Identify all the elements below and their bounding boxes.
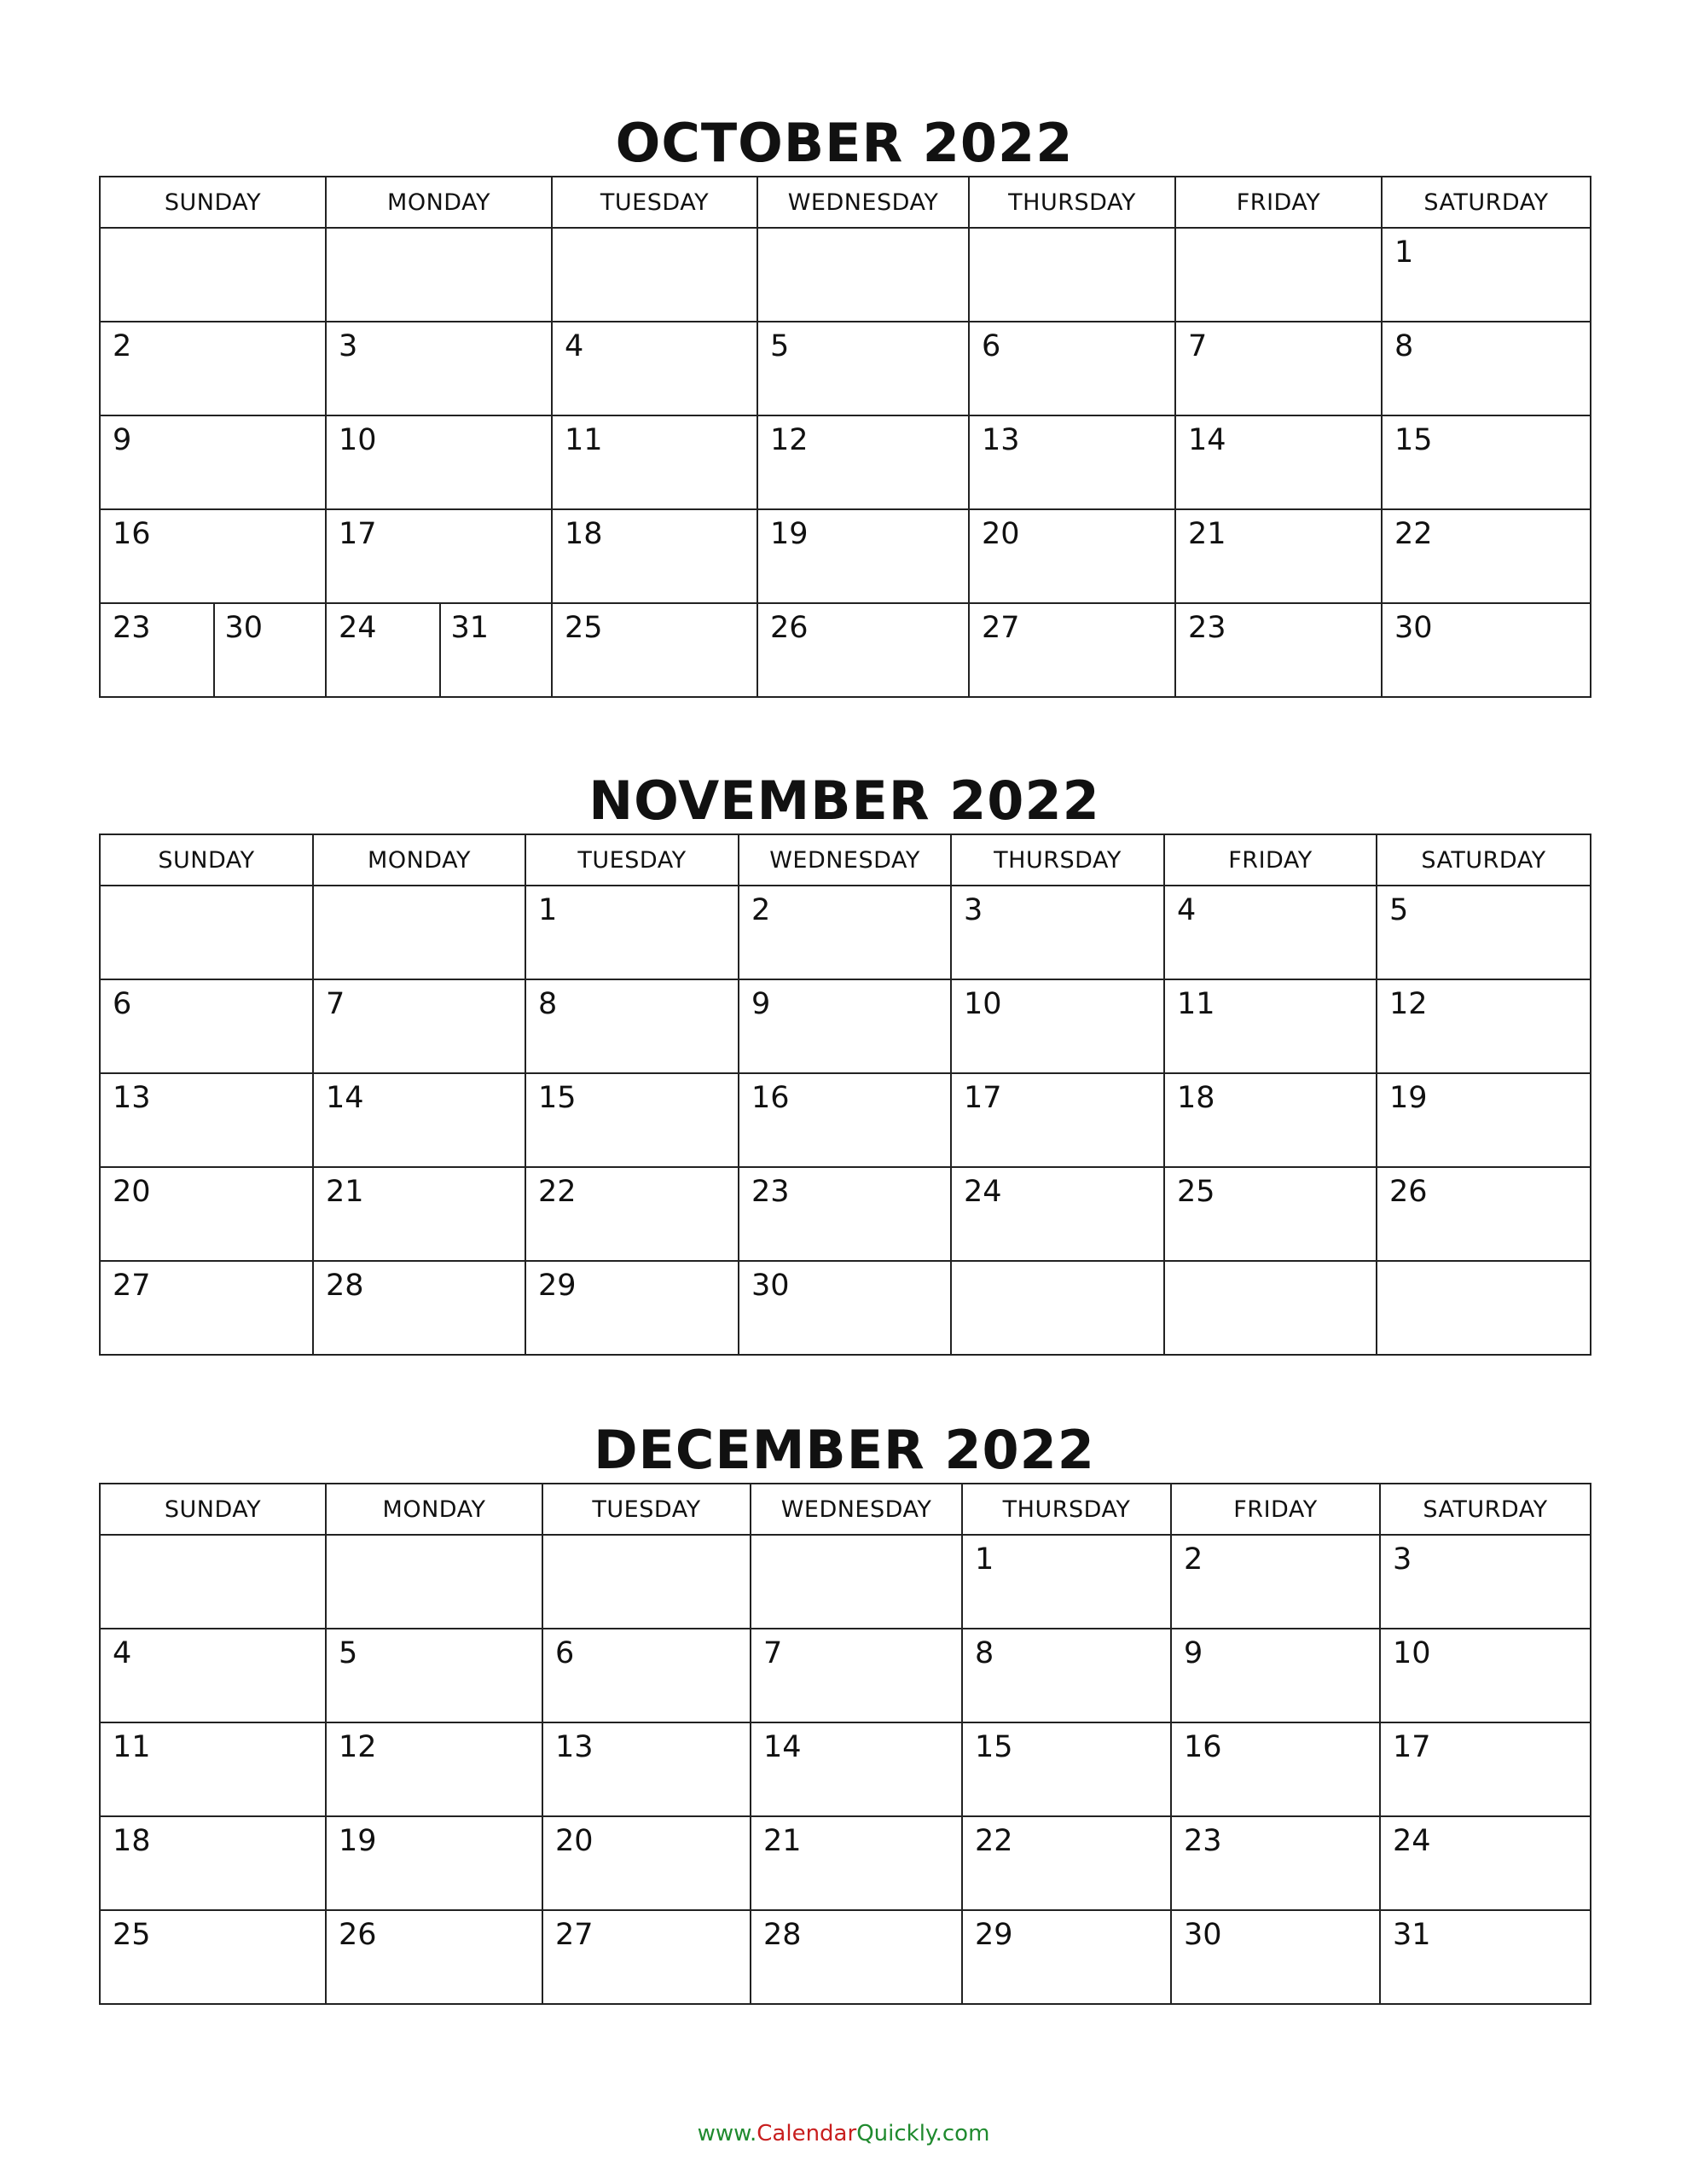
weekday-header: THURSDAY bbox=[969, 177, 1175, 228]
day-cell[interactable] bbox=[542, 1722, 751, 1816]
week-row bbox=[100, 886, 1591, 979]
day-cell[interactable] bbox=[552, 322, 757, 415]
day-cell[interactable] bbox=[1382, 228, 1591, 322]
week-row bbox=[100, 1073, 1591, 1167]
day-cell[interactable] bbox=[1175, 415, 1382, 509]
day-cell[interactable] bbox=[1171, 1535, 1380, 1629]
footer-url[interactable] bbox=[0, 2121, 1687, 2146]
day-number: 19 bbox=[770, 517, 809, 551]
day-cell[interactable] bbox=[525, 979, 739, 1073]
day-cell[interactable] bbox=[326, 322, 552, 415]
day-number bbox=[543, 1536, 750, 1542]
day-cell[interactable] bbox=[525, 1261, 739, 1355]
day-cell[interactable] bbox=[1175, 509, 1382, 603]
weekday-header: SATURDAY bbox=[1382, 177, 1591, 228]
day-cell[interactable] bbox=[962, 1910, 1171, 2004]
day-number bbox=[327, 229, 551, 235]
week-row bbox=[100, 228, 1591, 322]
day-number: 29 bbox=[538, 1269, 577, 1303]
day-number: 30 bbox=[1184, 1918, 1222, 1952]
day-cell[interactable] bbox=[1380, 1816, 1591, 1910]
day-cell[interactable] bbox=[326, 415, 552, 509]
day-number bbox=[758, 229, 968, 235]
day-cell[interactable] bbox=[1164, 979, 1377, 1073]
day-cell[interactable] bbox=[1175, 603, 1382, 697]
day-cell[interactable] bbox=[313, 886, 525, 979]
weekday-header-row bbox=[100, 834, 1591, 886]
day-number bbox=[553, 229, 757, 235]
day-number bbox=[314, 886, 525, 893]
day-number: 21 bbox=[326, 1175, 364, 1209]
weekday-header: SUNDAY bbox=[100, 1484, 326, 1535]
week-row bbox=[100, 415, 1591, 509]
day-cell[interactable] bbox=[100, 1073, 313, 1167]
day-cell[interactable] bbox=[326, 228, 552, 322]
day-cell[interactable] bbox=[100, 1816, 326, 1910]
day-number: 25 bbox=[1177, 1175, 1215, 1209]
day-number: 27 bbox=[113, 1269, 151, 1303]
day-cell[interactable] bbox=[542, 1535, 751, 1629]
day-cell[interactable] bbox=[1171, 1629, 1380, 1722]
day-cell[interactable] bbox=[1382, 322, 1591, 415]
calendar-grid bbox=[99, 176, 1591, 698]
day-cell[interactable] bbox=[100, 509, 326, 603]
day-cell[interactable] bbox=[326, 1722, 542, 1816]
day-number: 21 bbox=[1188, 517, 1226, 551]
day-number: 2 bbox=[1184, 1542, 1203, 1577]
day-cell[interactable] bbox=[326, 1816, 542, 1910]
day-cell[interactable] bbox=[313, 1073, 525, 1167]
day-number: 14 bbox=[326, 1081, 364, 1115]
day-number: 15 bbox=[538, 1081, 577, 1115]
day-cell[interactable] bbox=[313, 1167, 525, 1261]
weekday-header: THURSDAY bbox=[951, 834, 1164, 886]
day-cell[interactable] bbox=[951, 1261, 1164, 1355]
day-cell[interactable] bbox=[739, 979, 951, 1073]
day-cell[interactable] bbox=[969, 603, 1175, 697]
week-row bbox=[100, 603, 1591, 697]
footer-brand-b: Quickly bbox=[856, 2121, 936, 2146]
day-number: 19 bbox=[339, 1824, 377, 1858]
day-cell[interactable] bbox=[751, 1722, 962, 1816]
day-cell[interactable] bbox=[100, 415, 326, 509]
month-october bbox=[99, 111, 1590, 698]
month-title: DECEMBER 2022 bbox=[594, 1419, 1095, 1481]
day-number: 12 bbox=[1389, 987, 1428, 1021]
day-number: 17 bbox=[1393, 1730, 1431, 1764]
day-cell[interactable] bbox=[1377, 886, 1591, 979]
day-number bbox=[952, 1262, 1163, 1269]
day-cell[interactable] bbox=[1382, 415, 1591, 509]
day-cell[interactable] bbox=[100, 1722, 326, 1816]
day-number: 17 bbox=[964, 1081, 1002, 1115]
day-cell[interactable] bbox=[1380, 1722, 1591, 1816]
day-cell[interactable] bbox=[969, 228, 1175, 322]
weekday-header: THURSDAY bbox=[962, 1484, 1171, 1535]
week-row bbox=[100, 1535, 1591, 1629]
calendar-grid bbox=[99, 1483, 1591, 2005]
weekday-header: FRIDAY bbox=[1164, 834, 1377, 886]
weekday-header: SUNDAY bbox=[100, 834, 313, 886]
day-number: 8 bbox=[1394, 329, 1414, 363]
day-cell[interactable] bbox=[1380, 1629, 1591, 1722]
day-cell[interactable] bbox=[1171, 1722, 1380, 1816]
day-number: 21 bbox=[763, 1824, 802, 1858]
day-cell[interactable] bbox=[525, 1167, 739, 1261]
day-number: 20 bbox=[113, 1175, 151, 1209]
day-number: 30 bbox=[751, 1269, 790, 1303]
day-number: 26 bbox=[770, 611, 809, 645]
day-number bbox=[101, 886, 312, 893]
day-number: 16 bbox=[751, 1081, 790, 1115]
day-cell[interactable] bbox=[951, 1073, 1164, 1167]
day-cell[interactable] bbox=[100, 603, 326, 697]
day-cell[interactable] bbox=[962, 1629, 1171, 1722]
day-cell[interactable] bbox=[552, 603, 757, 697]
day-cell[interactable] bbox=[1382, 603, 1591, 697]
day-number: 1 bbox=[1394, 235, 1414, 270]
day-cell[interactable] bbox=[525, 886, 739, 979]
day-cell[interactable] bbox=[757, 603, 969, 697]
weekday-header: FRIDAY bbox=[1175, 177, 1382, 228]
day-number bbox=[101, 1536, 325, 1542]
weekday-header: FRIDAY bbox=[1171, 1484, 1380, 1535]
day-number: 8 bbox=[975, 1636, 994, 1670]
day-cell[interactable] bbox=[326, 603, 552, 697]
month-november bbox=[99, 769, 1590, 1356]
weekday-header: WEDNESDAY bbox=[739, 834, 951, 886]
month-title: OCTOBER 2022 bbox=[615, 112, 1074, 174]
footer-brand-a: Calendar bbox=[757, 2121, 857, 2146]
day-number: 24 bbox=[964, 1175, 1002, 1209]
day-number: 9 bbox=[751, 987, 771, 1021]
day-cell[interactable] bbox=[100, 1261, 313, 1355]
day-cell[interactable] bbox=[313, 979, 525, 1073]
day-number: 9 bbox=[113, 423, 132, 457]
day-number: 15 bbox=[1394, 423, 1433, 457]
day-cell[interactable] bbox=[542, 1629, 751, 1722]
day-number bbox=[1165, 1262, 1376, 1269]
day-number: 4 bbox=[113, 1636, 132, 1670]
weekday-header: WEDNESDAY bbox=[751, 1484, 962, 1535]
day-number: 10 bbox=[964, 987, 1002, 1021]
day-cell[interactable] bbox=[552, 509, 757, 603]
week-row bbox=[100, 1910, 1591, 2004]
day-number: 2 bbox=[113, 329, 132, 363]
day-cell[interactable] bbox=[1164, 886, 1377, 979]
day-cell[interactable] bbox=[951, 979, 1164, 1073]
day-number: 1 bbox=[538, 893, 558, 927]
week-row bbox=[100, 509, 1591, 603]
day-cell[interactable] bbox=[969, 415, 1175, 509]
week-row bbox=[100, 979, 1591, 1073]
month-title: NOVEMBER 2022 bbox=[588, 770, 1100, 832]
day-cell[interactable] bbox=[739, 1167, 951, 1261]
day-cell[interactable] bbox=[100, 322, 326, 415]
day-cell-half[interactable] bbox=[439, 604, 552, 696]
day-number: 20 bbox=[982, 517, 1020, 551]
day-cell[interactable] bbox=[1171, 1910, 1380, 2004]
day-cell[interactable] bbox=[739, 886, 951, 979]
weekday-header: SATURDAY bbox=[1380, 1484, 1591, 1535]
day-cell[interactable] bbox=[1164, 1167, 1377, 1261]
day-cell[interactable] bbox=[751, 1535, 962, 1629]
weekday-header: TUESDAY bbox=[525, 834, 739, 886]
day-number: 14 bbox=[1188, 423, 1226, 457]
day-number: 3 bbox=[964, 893, 983, 927]
day-cell[interactable] bbox=[962, 1722, 1171, 1816]
day-cell[interactable] bbox=[100, 1629, 326, 1722]
day-number: 24 bbox=[339, 611, 377, 645]
weekday-header: WEDNESDAY bbox=[757, 177, 969, 228]
day-number: 15 bbox=[975, 1730, 1013, 1764]
day-cell[interactable] bbox=[951, 886, 1164, 979]
day-number: 22 bbox=[538, 1175, 577, 1209]
day-cell[interactable] bbox=[326, 1910, 542, 2004]
day-cell[interactable] bbox=[1382, 509, 1591, 603]
day-cell[interactable] bbox=[1377, 1167, 1591, 1261]
day-number: 5 bbox=[1389, 893, 1409, 927]
day-cell[interactable] bbox=[100, 228, 326, 322]
weekday-header: SATURDAY bbox=[1377, 834, 1591, 886]
day-cell[interactable] bbox=[739, 1073, 951, 1167]
day-number: 12 bbox=[339, 1730, 377, 1764]
day-number: 23 bbox=[113, 611, 151, 645]
day-number: 28 bbox=[763, 1918, 802, 1952]
day-number: 31 bbox=[450, 611, 490, 645]
week-row bbox=[100, 1167, 1591, 1261]
day-number: 20 bbox=[555, 1824, 594, 1858]
day-number: 13 bbox=[113, 1081, 151, 1115]
day-number: 13 bbox=[982, 423, 1020, 457]
day-cell[interactable] bbox=[326, 509, 552, 603]
day-cell[interactable] bbox=[552, 415, 757, 509]
day-cell[interactable] bbox=[1377, 979, 1591, 1073]
day-number bbox=[101, 229, 325, 235]
day-number: 10 bbox=[1393, 1636, 1431, 1670]
day-cell[interactable] bbox=[1377, 1261, 1591, 1355]
day-number: 13 bbox=[555, 1730, 594, 1764]
day-cell[interactable] bbox=[100, 886, 313, 979]
day-cell[interactable] bbox=[969, 322, 1175, 415]
day-cell[interactable] bbox=[1175, 322, 1382, 415]
day-number: 27 bbox=[982, 611, 1020, 645]
day-number: 10 bbox=[339, 423, 377, 457]
weekday-header-row bbox=[100, 177, 1591, 228]
day-number: 18 bbox=[1177, 1081, 1215, 1115]
day-cell[interactable] bbox=[951, 1167, 1164, 1261]
day-number: 23 bbox=[751, 1175, 790, 1209]
day-cell[interactable] bbox=[326, 1535, 542, 1629]
day-cell[interactable] bbox=[552, 228, 757, 322]
day-number bbox=[1377, 1262, 1590, 1269]
weekday-header: TUESDAY bbox=[552, 177, 757, 228]
day-cell[interactable] bbox=[326, 1629, 542, 1722]
day-cell[interactable] bbox=[1380, 1910, 1591, 2004]
footer-suffix: .com bbox=[935, 2121, 990, 2146]
footer-prefix: www. bbox=[697, 2121, 757, 2146]
day-cell[interactable] bbox=[751, 1816, 962, 1910]
week-row bbox=[100, 1629, 1591, 1722]
weekday-header: TUESDAY bbox=[542, 1484, 751, 1535]
day-cell[interactable] bbox=[757, 322, 969, 415]
day-cell[interactable] bbox=[962, 1816, 1171, 1910]
day-cell[interactable] bbox=[969, 509, 1175, 603]
day-cell[interactable] bbox=[100, 1535, 326, 1629]
day-number: 16 bbox=[113, 517, 151, 551]
week-row bbox=[100, 1816, 1591, 1910]
day-cell-half[interactable] bbox=[101, 604, 215, 696]
calendar-grid bbox=[99, 834, 1591, 1356]
day-number: 7 bbox=[326, 987, 345, 1021]
day-number: 18 bbox=[113, 1824, 151, 1858]
week-row bbox=[100, 1261, 1591, 1355]
day-number: 25 bbox=[565, 611, 603, 645]
day-cell[interactable] bbox=[757, 415, 969, 509]
day-cell[interactable] bbox=[313, 1261, 525, 1355]
day-number: 3 bbox=[339, 329, 358, 363]
weekday-header: MONDAY bbox=[326, 177, 552, 228]
day-number bbox=[970, 229, 1174, 235]
weekday-header: MONDAY bbox=[326, 1484, 542, 1535]
day-number: 28 bbox=[326, 1269, 364, 1303]
day-cell[interactable] bbox=[100, 1167, 313, 1261]
day-number: 29 bbox=[975, 1918, 1013, 1952]
day-number: 8 bbox=[538, 987, 558, 1021]
day-number: 12 bbox=[770, 423, 809, 457]
day-number: 24 bbox=[1393, 1824, 1431, 1858]
day-cell[interactable] bbox=[1175, 228, 1382, 322]
day-number bbox=[751, 1536, 961, 1542]
day-number: 30 bbox=[224, 611, 264, 645]
day-number bbox=[1176, 229, 1381, 235]
day-number: 31 bbox=[1393, 1918, 1431, 1952]
day-number: 11 bbox=[1177, 987, 1215, 1021]
day-number: 7 bbox=[1188, 329, 1208, 363]
day-cell[interactable] bbox=[525, 1073, 739, 1167]
day-number: 5 bbox=[770, 329, 790, 363]
day-number: 23 bbox=[1184, 1824, 1222, 1858]
day-number: 23 bbox=[1188, 611, 1226, 645]
day-number: 27 bbox=[555, 1918, 594, 1952]
weekday-header: MONDAY bbox=[313, 834, 525, 886]
day-number: 18 bbox=[565, 517, 603, 551]
day-cell[interactable] bbox=[962, 1535, 1171, 1629]
weekday-header-row bbox=[100, 1484, 1591, 1535]
day-number: 14 bbox=[763, 1730, 802, 1764]
day-cell[interactable] bbox=[1164, 1073, 1377, 1167]
day-cell[interactable] bbox=[542, 1910, 751, 2004]
day-number: 16 bbox=[1184, 1730, 1222, 1764]
day-cell[interactable] bbox=[1377, 1073, 1591, 1167]
day-number: 6 bbox=[113, 987, 132, 1021]
day-cell[interactable] bbox=[1171, 1816, 1380, 1910]
day-cell[interactable] bbox=[1164, 1261, 1377, 1355]
day-number: 17 bbox=[339, 517, 377, 551]
week-row bbox=[100, 322, 1591, 415]
day-number: 22 bbox=[1394, 517, 1433, 551]
day-number: 11 bbox=[565, 423, 603, 457]
day-number: 5 bbox=[339, 1636, 358, 1670]
day-number: 9 bbox=[1184, 1636, 1203, 1670]
day-number: 25 bbox=[113, 1918, 151, 1952]
day-number: 3 bbox=[1393, 1542, 1412, 1577]
day-number: 6 bbox=[555, 1636, 575, 1670]
day-cell[interactable] bbox=[1380, 1535, 1591, 1629]
day-cell[interactable] bbox=[100, 979, 313, 1073]
weekday-header: SUNDAY bbox=[100, 177, 326, 228]
day-number: 7 bbox=[763, 1636, 783, 1670]
day-cell-half[interactable] bbox=[213, 604, 326, 696]
day-number: 2 bbox=[751, 893, 771, 927]
day-number: 19 bbox=[1389, 1081, 1428, 1115]
day-cell[interactable] bbox=[757, 228, 969, 322]
day-cell[interactable] bbox=[739, 1261, 951, 1355]
day-cell[interactable] bbox=[100, 1910, 326, 2004]
day-number: 6 bbox=[982, 329, 1001, 363]
week-row bbox=[100, 1722, 1591, 1816]
day-number: 26 bbox=[1389, 1175, 1428, 1209]
day-cell[interactable] bbox=[542, 1816, 751, 1910]
day-number: 1 bbox=[975, 1542, 994, 1577]
day-cell[interactable] bbox=[751, 1629, 962, 1722]
day-number: 4 bbox=[565, 329, 584, 363]
day-cell[interactable] bbox=[757, 509, 969, 603]
day-number: 26 bbox=[339, 1918, 377, 1952]
day-number bbox=[327, 1536, 542, 1542]
day-cell-half[interactable] bbox=[327, 604, 441, 696]
day-cell[interactable] bbox=[751, 1910, 962, 2004]
day-number: 4 bbox=[1177, 893, 1197, 927]
day-number: 22 bbox=[975, 1824, 1013, 1858]
day-number: 30 bbox=[1394, 611, 1433, 645]
month-december bbox=[99, 1418, 1590, 2005]
day-number: 11 bbox=[113, 1730, 151, 1764]
